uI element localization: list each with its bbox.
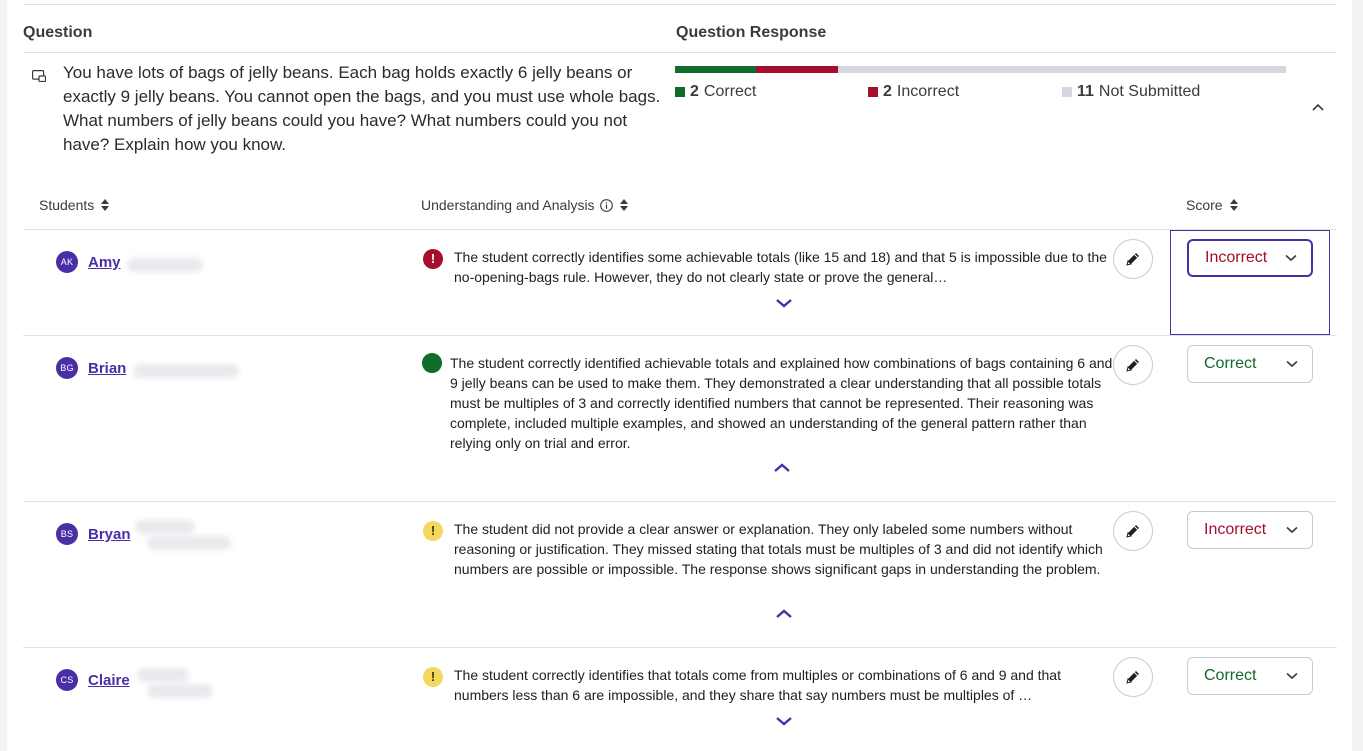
pencil-icon [1124, 250, 1142, 268]
score-select[interactable] [1187, 345, 1313, 383]
redacted-surname [127, 258, 203, 272]
score-value: Incorrect [1204, 521, 1267, 538]
score-select[interactable] [1187, 511, 1313, 549]
student-name-link[interactable]: Brian [88, 360, 127, 377]
score-column-header[interactable] [1186, 197, 1238, 213]
students-column-header[interactable] [39, 197, 109, 213]
score-select[interactable] [1187, 657, 1313, 695]
chevron-down-icon [1285, 254, 1297, 262]
collapse-chevron-up-icon[interactable] [775, 609, 793, 619]
edit-button[interactable] [1113, 657, 1153, 697]
divider [23, 229, 1337, 230]
column-label: Score [1186, 197, 1223, 213]
avatar: BS [56, 523, 78, 545]
question-type-icon [32, 70, 46, 82]
info-icon[interactable] [600, 199, 613, 212]
status-success-icon [422, 353, 442, 373]
exclamation-icon: ! [430, 669, 436, 684]
chevron-down-icon [1286, 672, 1298, 680]
legend-swatch [1062, 87, 1072, 97]
question-response-header: Question Response [676, 24, 827, 41]
analysis-column-header[interactable] [421, 197, 628, 213]
bar-segment-not-submitted [838, 66, 1286, 73]
redacted-surname [147, 684, 213, 698]
question-text: You have lots of bags of jelly beans. Each bag holds exactly 6 jelly beans or exactly 9 jelly beans. You cannot open the bags, and you must use whole bags. What numbers of jelly beans could you have? What numbers could you not have? Explain how you know. [63, 63, 661, 154]
sort-icon [1230, 199, 1238, 211]
score-select[interactable] [1187, 239, 1313, 277]
legend-correct [675, 83, 756, 101]
pencil-icon [1124, 668, 1142, 686]
analysis-text: The student correctly identifies some achievable totals (like 15 and 18) and that 5 is impossible due to the no-opening-bags rule. However, they do not clearly state or prove the general… [454, 249, 1107, 285]
sort-icon [101, 199, 109, 211]
sort-icon [620, 199, 628, 211]
legend-incorrect [868, 83, 959, 101]
student-name-link[interactable]: Claire [88, 672, 130, 689]
question-header: Question [23, 24, 93, 41]
redacted-surname [137, 668, 189, 682]
pencil-icon [1124, 522, 1142, 540]
redacted-surname [135, 520, 195, 534]
results-panel [7, 0, 1352, 751]
student-name-link[interactable]: Amy [88, 254, 121, 271]
legend-label: Not Submitted [1098, 83, 1201, 100]
chevron-down-icon [1286, 526, 1298, 534]
column-label: Students [39, 197, 95, 213]
collapse-chevron-up-icon[interactable] [773, 463, 791, 473]
pencil-icon [1124, 356, 1142, 374]
legend-count: 2 [883, 83, 892, 100]
expand-chevron-down-icon[interactable] [775, 716, 793, 726]
divider [23, 501, 1337, 502]
exclamation-icon: ! [430, 251, 436, 266]
legend-count: 2 [690, 83, 699, 100]
avatar: CS [56, 669, 78, 691]
legend-swatch [675, 87, 685, 97]
divider [23, 4, 1337, 5]
analysis-text: The student correctly identifies that totals come from multiples or combinations of 6 and 9 and that numbers less than 6 are impossible, and they share that say numbers must be multiples of … [454, 667, 1061, 703]
legend-count: 11 [1077, 83, 1094, 100]
column-label: Understanding and Analysis [421, 197, 595, 213]
expand-chevron-down-icon[interactable] [775, 298, 793, 308]
legend-label: Correct [703, 83, 757, 100]
status-error-icon [423, 249, 443, 269]
score-value: Correct [1204, 667, 1257, 684]
status-warning-icon [423, 521, 443, 541]
legend-label: Incorrect [896, 83, 960, 100]
avatar: BG [56, 357, 78, 379]
analysis-text: The student did not provide a clear answer or explanation. They only labeled some numbers without reasoning or justification. They missed stating that totals must be multiples of 3 and did not identify which numbers are possible or impossible. The response shows significant gaps in understanding the problem. [454, 521, 1103, 577]
response-progress-bar [675, 66, 1286, 73]
legend-not-submitted [1062, 83, 1200, 101]
chevron-down-icon [1286, 360, 1298, 368]
status-warning-icon [423, 667, 443, 687]
student-name-link[interactable]: Bryan [88, 526, 131, 543]
redacted-surname [133, 364, 239, 378]
legend-swatch [868, 87, 878, 97]
score-value: Incorrect [1205, 249, 1268, 266]
avatar: AK [56, 251, 78, 273]
edit-button[interactable] [1113, 239, 1153, 279]
edit-button[interactable] [1113, 345, 1153, 385]
exclamation-icon: ! [430, 523, 436, 538]
divider [23, 647, 1337, 648]
divider [23, 335, 1337, 336]
divider [23, 52, 1337, 53]
bar-segment-incorrect [756, 66, 837, 73]
collapse-chevron-up-icon[interactable] [1311, 100, 1325, 114]
bar-segment-correct [675, 66, 756, 73]
analysis-text: The student correctly identified achievable totals and explained how combinations of bags containing 6 and 9 jelly beans can be used to make them. They demonstrated a clear understanding that all possible totals must be multiples of 3 and correctly identified numbers that cannot be represented. Their reasoning was complete, included multiple examples, and showed an understanding of the general pattern rather than relying only on trial and error. [450, 355, 1113, 451]
edit-button[interactable] [1113, 511, 1153, 551]
redacted-surname [147, 536, 231, 550]
score-value: Correct [1204, 355, 1257, 372]
